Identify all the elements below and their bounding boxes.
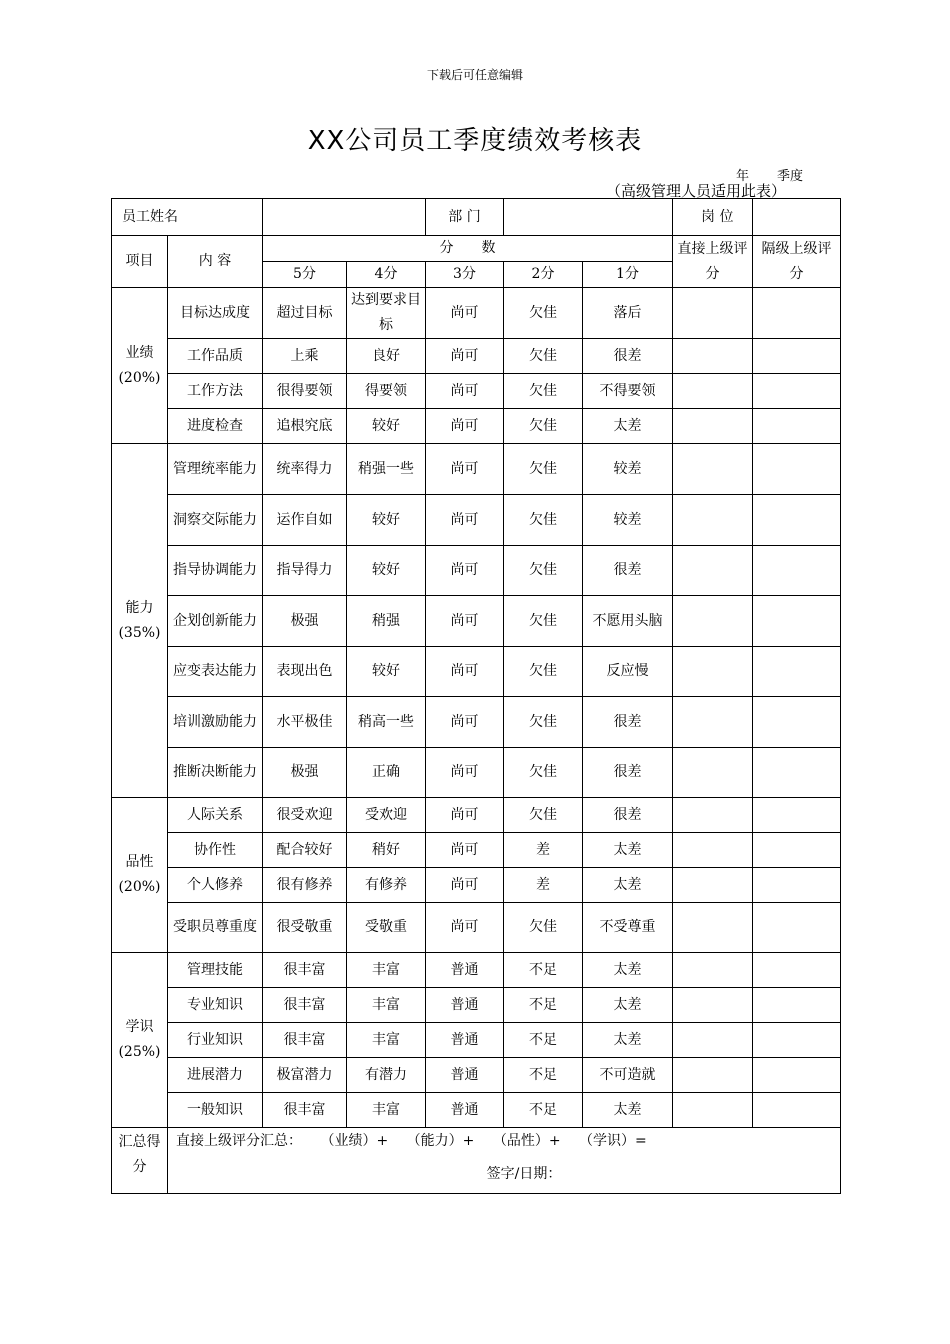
score-3-desc: 尚可 bbox=[426, 868, 504, 903]
criteria-item: 目标达成度 bbox=[168, 288, 263, 339]
position-field[interactable] bbox=[753, 199, 841, 236]
criteria-row bbox=[112, 1058, 841, 1093]
section-name: 学识 bbox=[125, 1019, 154, 1035]
department-field[interactable] bbox=[504, 199, 673, 236]
criteria-row bbox=[112, 798, 841, 833]
score-1-desc: 很差 bbox=[583, 697, 673, 748]
score-2-desc: 欠佳 bbox=[504, 903, 583, 953]
page-title: XX公司员工季度绩效考核表 bbox=[307, 126, 643, 156]
criteria-item: 人际关系 bbox=[168, 798, 263, 833]
direct-score-cell[interactable] bbox=[673, 868, 753, 903]
score-3-desc: 普通 bbox=[426, 1093, 504, 1128]
employee-name-field[interactable] bbox=[263, 199, 426, 236]
criteria-row bbox=[112, 748, 841, 798]
score-level-5: 5分 bbox=[263, 262, 347, 288]
score-4-desc: 丰富 bbox=[347, 953, 426, 988]
score-3-desc: 尚可 bbox=[426, 339, 504, 374]
direct-score-cell[interactable] bbox=[673, 748, 753, 798]
criteria-item: 一般知识 bbox=[168, 1093, 263, 1128]
score-1-desc: 不得要领 bbox=[583, 374, 673, 409]
score-3-desc: 尚可 bbox=[426, 374, 504, 409]
direct-score-cell[interactable] bbox=[673, 647, 753, 697]
criteria-item: 培训激励能力 bbox=[168, 697, 263, 748]
score-level-1: 1分 bbox=[583, 262, 673, 288]
direct-score-cell[interactable] bbox=[673, 953, 753, 988]
direct-supervisor-header: 直接上级评分 bbox=[673, 236, 753, 288]
direct-score-cell[interactable] bbox=[673, 546, 753, 596]
criteria-row bbox=[112, 444, 841, 495]
score-3-desc: 尚可 bbox=[426, 647, 504, 697]
header-note: 下载后可任意编辑 bbox=[426, 68, 523, 82]
criteria-row bbox=[112, 953, 841, 988]
score-4-desc: 较好 bbox=[347, 647, 426, 697]
score-1-desc: 很差 bbox=[583, 748, 673, 798]
score-4-desc: 丰富 bbox=[347, 988, 426, 1023]
direct-score-cell[interactable] bbox=[673, 495, 753, 546]
score-2-desc: 不足 bbox=[504, 988, 583, 1023]
score-4-desc: 稍高一些 bbox=[347, 697, 426, 748]
criteria-item: 工作方法 bbox=[168, 374, 263, 409]
total-cell[interactable] bbox=[168, 1128, 841, 1194]
criteria-row bbox=[112, 1093, 841, 1128]
indirect-score-cell[interactable] bbox=[753, 374, 841, 409]
score-2-desc: 不足 bbox=[504, 1058, 583, 1093]
criteria-row bbox=[112, 647, 841, 697]
score-1-desc: 太差 bbox=[583, 988, 673, 1023]
score-4-desc: 稍强 bbox=[347, 596, 426, 647]
indirect-score-cell[interactable] bbox=[753, 339, 841, 374]
criteria-row bbox=[112, 495, 841, 546]
score-2-desc: 差 bbox=[504, 868, 583, 903]
score-5-desc: 追根究底 bbox=[263, 409, 347, 444]
indirect-score-cell[interactable] bbox=[753, 409, 841, 444]
score-2-desc: 欠佳 bbox=[504, 444, 583, 495]
score-5-desc: 很丰富 bbox=[263, 1093, 347, 1128]
criteria-item: 行业知识 bbox=[168, 1023, 263, 1058]
direct-score-cell[interactable] bbox=[673, 409, 753, 444]
score-5-desc: 配合较好 bbox=[263, 833, 347, 868]
criteria-item: 进度检查 bbox=[168, 409, 263, 444]
score-2-desc: 不足 bbox=[504, 1023, 583, 1058]
score-5-desc: 表现出色 bbox=[263, 647, 347, 697]
indirect-score-cell[interactable] bbox=[753, 798, 841, 833]
section-label bbox=[112, 444, 168, 798]
criteria-item: 企划创新能力 bbox=[168, 596, 263, 647]
score-3-desc: 尚可 bbox=[426, 444, 504, 495]
score-2-desc: 欠佳 bbox=[504, 748, 583, 798]
score-1-desc: 很差 bbox=[583, 546, 673, 596]
score-3-desc: 尚可 bbox=[426, 798, 504, 833]
score-5-desc: 上乘 bbox=[263, 339, 347, 374]
indirect-score-cell[interactable] bbox=[753, 495, 841, 546]
criteria-item: 专业知识 bbox=[168, 988, 263, 1023]
score-5-desc: 指导得力 bbox=[263, 546, 347, 596]
direct-score-cell[interactable] bbox=[673, 697, 753, 748]
employee-info-row bbox=[112, 199, 841, 236]
indirect-score-cell[interactable] bbox=[753, 444, 841, 495]
total-label: 汇总得分 bbox=[112, 1128, 168, 1194]
score-4-desc: 有修养 bbox=[347, 868, 426, 903]
direct-score-cell[interactable] bbox=[673, 288, 753, 339]
criteria-row bbox=[112, 288, 841, 339]
score-3-desc: 尚可 bbox=[426, 288, 504, 339]
score-5-desc: 很得要领 bbox=[263, 374, 347, 409]
score-4-desc: 良好 bbox=[347, 339, 426, 374]
score-3-desc: 普通 bbox=[426, 1023, 504, 1058]
score-4-desc: 有潜力 bbox=[347, 1058, 426, 1093]
score-1-desc: 太差 bbox=[583, 409, 673, 444]
direct-score-cell[interactable] bbox=[673, 1093, 753, 1128]
criteria-item: 受职员尊重度 bbox=[168, 903, 263, 953]
score-5-desc: 很有修养 bbox=[263, 868, 347, 903]
indirect-score-cell[interactable] bbox=[753, 903, 841, 953]
total-row bbox=[112, 1128, 841, 1194]
score-2-desc: 欠佳 bbox=[504, 339, 583, 374]
criteria-item: 管理技能 bbox=[168, 953, 263, 988]
score-3-desc: 普通 bbox=[426, 1058, 504, 1093]
score-5-desc: 运作自如 bbox=[263, 495, 347, 546]
direct-score-cell[interactable] bbox=[673, 833, 753, 868]
period-quarter: 季度 bbox=[777, 169, 804, 184]
score-3-desc: 普通 bbox=[426, 988, 504, 1023]
score-3-desc: 普通 bbox=[426, 953, 504, 988]
score-5-desc: 很受欢迎 bbox=[263, 798, 347, 833]
score-5-desc: 很丰富 bbox=[263, 988, 347, 1023]
score-5-desc: 超过目标 bbox=[263, 288, 347, 339]
total-formula-prefix: 直接上级评分汇总： bbox=[176, 1133, 302, 1149]
criteria-item: 推断决断能力 bbox=[168, 748, 263, 798]
position-label: 岗 位 bbox=[673, 199, 753, 236]
direct-score-cell[interactable] bbox=[673, 1023, 753, 1058]
indirect-score-cell[interactable] bbox=[753, 833, 841, 868]
score-4-desc: 受敬重 bbox=[347, 903, 426, 953]
score-5-desc: 统率得力 bbox=[263, 444, 347, 495]
score-5-desc: 很受敬重 bbox=[263, 903, 347, 953]
score-1-desc: 落后 bbox=[583, 288, 673, 339]
score-1-desc: 不可造就 bbox=[583, 1058, 673, 1093]
indirect-score-cell[interactable] bbox=[753, 988, 841, 1023]
score-3-desc: 尚可 bbox=[426, 903, 504, 953]
score-2-desc: 不足 bbox=[504, 953, 583, 988]
score-2-desc: 差 bbox=[504, 833, 583, 868]
criteria-row bbox=[112, 988, 841, 1023]
indirect-score-cell[interactable] bbox=[753, 868, 841, 903]
criteria-item: 洞察交际能力 bbox=[168, 495, 263, 546]
signature-line: 签字/日期： bbox=[486, 1166, 562, 1182]
score-2-desc: 欠佳 bbox=[504, 288, 583, 339]
direct-score-cell[interactable] bbox=[673, 444, 753, 495]
score-2-desc: 欠佳 bbox=[504, 546, 583, 596]
direct-score-cell[interactable] bbox=[673, 988, 753, 1023]
score-3-desc: 尚可 bbox=[426, 748, 504, 798]
section-name: 品性 bbox=[125, 854, 154, 870]
score-1-desc: 较差 bbox=[583, 444, 673, 495]
score-1-desc: 很差 bbox=[583, 798, 673, 833]
score-4-desc: 丰富 bbox=[347, 1023, 426, 1058]
score-4-desc: 正确 bbox=[347, 748, 426, 798]
indirect-score-cell[interactable] bbox=[753, 596, 841, 647]
score-1-desc: 太差 bbox=[583, 868, 673, 903]
criteria-row bbox=[112, 339, 841, 374]
indirect-score-cell[interactable] bbox=[753, 1058, 841, 1093]
score-2-desc: 欠佳 bbox=[504, 798, 583, 833]
score-5-desc: 很丰富 bbox=[263, 1023, 347, 1058]
criteria-item: 工作品质 bbox=[168, 339, 263, 374]
score-1-desc: 很差 bbox=[583, 339, 673, 374]
appraisal-table bbox=[111, 198, 841, 1194]
criteria-row bbox=[112, 833, 841, 868]
total-formula bbox=[176, 1130, 832, 1152]
score-4-desc: 较好 bbox=[347, 409, 426, 444]
score-5-desc: 极富潜力 bbox=[263, 1058, 347, 1093]
indirect-score-cell[interactable] bbox=[753, 288, 841, 339]
score-3-desc: 尚可 bbox=[426, 495, 504, 546]
scope-note: （高级管理人员适用此表） bbox=[606, 182, 787, 200]
indirect-score-cell[interactable] bbox=[753, 748, 841, 798]
criteria-row bbox=[112, 409, 841, 444]
score-4-desc: 丰富 bbox=[347, 1093, 426, 1128]
section-label bbox=[112, 953, 168, 1128]
indirect-score-cell[interactable] bbox=[753, 1093, 841, 1128]
score-4-desc: 稍好 bbox=[347, 833, 426, 868]
criteria-item: 指导协调能力 bbox=[168, 546, 263, 596]
criteria-row bbox=[112, 868, 841, 903]
score-1-desc: 太差 bbox=[583, 833, 673, 868]
section-weight: (35%) bbox=[118, 624, 161, 641]
direct-score-cell[interactable] bbox=[673, 903, 753, 953]
score-5-desc: 极强 bbox=[263, 748, 347, 798]
direct-score-cell[interactable] bbox=[673, 798, 753, 833]
score-3-desc: 尚可 bbox=[426, 833, 504, 868]
total-formula-knowledge: （学识）= bbox=[579, 1133, 647, 1149]
criteria-row bbox=[112, 903, 841, 953]
criteria-item: 协作性 bbox=[168, 833, 263, 868]
score-4-desc: 受欢迎 bbox=[347, 798, 426, 833]
score-1-desc: 太差 bbox=[583, 1093, 673, 1128]
score-1-desc: 不受尊重 bbox=[583, 903, 673, 953]
indirect-score-cell[interactable] bbox=[753, 697, 841, 748]
indirect-score-cell[interactable] bbox=[753, 1023, 841, 1058]
score-4-desc: 得要领 bbox=[347, 374, 426, 409]
score-1-desc: 较差 bbox=[583, 495, 673, 546]
score-2-desc: 欠佳 bbox=[504, 495, 583, 546]
criteria-row bbox=[112, 374, 841, 409]
score-header: 分 数 bbox=[263, 236, 673, 262]
criteria-row bbox=[112, 1023, 841, 1058]
header-row-1 bbox=[112, 236, 841, 262]
score-2-desc: 欠佳 bbox=[504, 374, 583, 409]
score-5-desc: 极强 bbox=[263, 596, 347, 647]
score-level-2: 2分 bbox=[504, 262, 583, 288]
criteria-item: 进展潜力 bbox=[168, 1058, 263, 1093]
direct-score-cell[interactable] bbox=[673, 374, 753, 409]
score-1-desc: 反应慢 bbox=[583, 647, 673, 697]
direct-score-cell[interactable] bbox=[673, 596, 753, 647]
criteria-item: 管理统率能力 bbox=[168, 444, 263, 495]
section-weight: (25%) bbox=[118, 1044, 161, 1060]
score-2-desc: 不足 bbox=[504, 1093, 583, 1128]
score-1-desc: 太差 bbox=[583, 1023, 673, 1058]
score-3-desc: 尚可 bbox=[426, 409, 504, 444]
section-label bbox=[112, 288, 168, 444]
indirect-score-cell[interactable] bbox=[753, 546, 841, 596]
score-1-desc: 太差 bbox=[583, 953, 673, 988]
section-label bbox=[112, 798, 168, 953]
item-header: 项目 bbox=[112, 236, 168, 288]
score-level-4: 4分 bbox=[347, 262, 426, 288]
direct-score-cell[interactable] bbox=[673, 339, 753, 374]
indirect-score-cell[interactable] bbox=[753, 647, 841, 697]
indirect-score-cell[interactable] bbox=[753, 953, 841, 988]
direct-score-cell[interactable] bbox=[673, 1058, 753, 1093]
criteria-item: 应变表达能力 bbox=[168, 647, 263, 697]
section-name: 业绩 bbox=[125, 344, 154, 361]
period-year: 年 bbox=[736, 169, 750, 184]
content-header: 内 容 bbox=[168, 236, 263, 288]
score-4-desc: 达到要求目标 bbox=[347, 288, 426, 339]
department-label: 部 门 bbox=[426, 199, 504, 236]
score-2-desc: 欠佳 bbox=[504, 596, 583, 647]
score-2-desc: 欠佳 bbox=[504, 697, 583, 748]
score-4-desc: 较好 bbox=[347, 495, 426, 546]
total-formula-character: （品性）+ bbox=[492, 1133, 561, 1149]
section-name: 能力 bbox=[125, 599, 154, 616]
total-formula-performance: （业绩）+ bbox=[320, 1133, 389, 1149]
section-weight: (20%) bbox=[118, 369, 161, 386]
total-formula-ability: （能力）+ bbox=[406, 1133, 475, 1149]
score-4-desc: 稍强一些 bbox=[347, 444, 426, 495]
score-4-desc: 较好 bbox=[347, 546, 426, 596]
indirect-supervisor-header: 隔级上级评分 bbox=[753, 236, 841, 288]
score-2-desc: 欠佳 bbox=[504, 409, 583, 444]
criteria-item: 个人修养 bbox=[168, 868, 263, 903]
score-5-desc: 水平极佳 bbox=[263, 697, 347, 748]
score-level-3: 3分 bbox=[426, 262, 504, 288]
criteria-row bbox=[112, 546, 841, 596]
criteria-row bbox=[112, 596, 841, 647]
score-5-desc: 很丰富 bbox=[263, 953, 347, 988]
score-3-desc: 尚可 bbox=[426, 546, 504, 596]
score-2-desc: 欠佳 bbox=[504, 647, 583, 697]
employee-name-label: 员工姓名 bbox=[112, 199, 263, 236]
section-weight: (20%) bbox=[118, 879, 161, 895]
criteria-row bbox=[112, 697, 841, 748]
score-1-desc: 不愿用头脑 bbox=[583, 596, 673, 647]
score-3-desc: 尚可 bbox=[426, 596, 504, 647]
score-3-desc: 尚可 bbox=[426, 697, 504, 748]
